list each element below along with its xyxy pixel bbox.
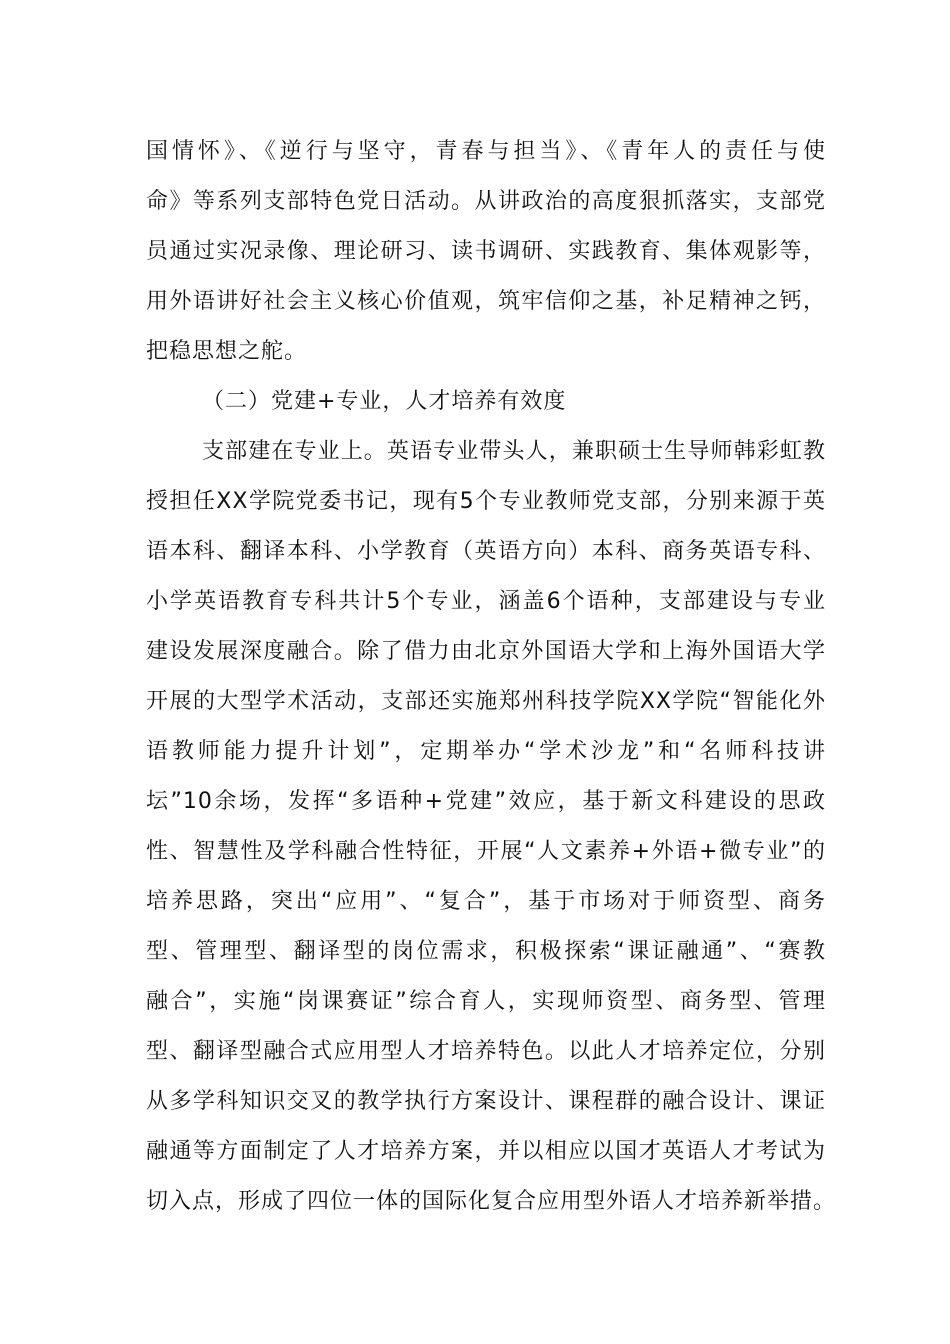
paragraph2-line-13: 型、翻译型融合式应用型人才培养特色。以此人才培养定位，分别 xyxy=(146,1039,826,1064)
section-heading: （二）党建+专业，人才培养有效度 xyxy=(202,389,567,414)
paragraph2-line-4: 小学英语教育专科共计5个专业，涵盖6个语种，支部建设与专业 xyxy=(146,589,826,614)
paragraph2-line-9: 性、智慧性及学科融合性特征，开展“人文素养+外语+微专业”的 xyxy=(146,839,826,864)
paragraph1-line-5: 把稳思想之舵。 xyxy=(146,339,308,364)
paragraph1-line-4: 用外语讲好社会主义核心价值观，筑牢信仰之基，补足精神之钙， xyxy=(146,289,826,314)
paragraph2-line-11: 型、管理型、翻译型的岗位需求，积极探索“课证融通”、“赛教 xyxy=(146,939,826,964)
paragraph2-line-5: 建设发展深度融合。除了借力由北京外国语大学和上海外国语大学 xyxy=(146,639,826,664)
document-body xyxy=(146,0,837,1344)
paragraph2-line-14: 从多学科知识交叉的教学执行方案设计、课程群的融合设计、课证 xyxy=(146,1089,826,1114)
paragraph2-line-15: 融通等方面制定了人才培养方案，并以相应以国才英语人才考试为 xyxy=(146,1139,826,1164)
paragraph1-line-2: 命》等系列支部特色党日活动。从讲政治的高度狠抓落实，支部党 xyxy=(146,189,826,214)
paragraph2-line-3: 语本科、翻译本科、小学教育（英语方向）本科、商务英语专科、 xyxy=(146,539,826,564)
paragraph2-line-8: 坛”10余场，发挥“多语种+党建”效应，基于新文科建设的思政 xyxy=(146,789,826,814)
paragraph2-line-6: 开展的大型学术活动，支部还实施郑州科技学院XX学院“智能化外 xyxy=(146,689,826,714)
paragraph2-line-7: 语教师能力提升计划”，定期举办“学术沙龙”和“名师科技讲 xyxy=(146,739,826,764)
paragraph2-line-16: 切入点，形成了四位一体的国际化复合应用型外语人才培养新举措。 xyxy=(146,1189,837,1214)
paragraph2-line-10: 培养思路，突出“应用”、“复合”，基于市场对于师资型、商务 xyxy=(146,889,826,914)
paragraph2-line-1: 支部建在专业上。英语专业带头人，兼职硕士生导师韩彩虹教 xyxy=(202,439,826,464)
paragraph2-line-12: 融合”，实施“岗课赛证”综合育人，实现师资型、商务型、管理 xyxy=(146,989,826,1014)
paragraph1-line-3: 员通过实况录像、理论研习、读书调研、实践教育、集体观影等， xyxy=(146,239,826,264)
paragraph2-line-2: 授担任XX学院党委书记，现有5个专业教师党支部，分别来源于英 xyxy=(146,489,826,514)
paragraph1-line-1: 国情怀》、《逆行与坚守，青春与担当》、《青年人的责任与使 xyxy=(146,139,826,164)
